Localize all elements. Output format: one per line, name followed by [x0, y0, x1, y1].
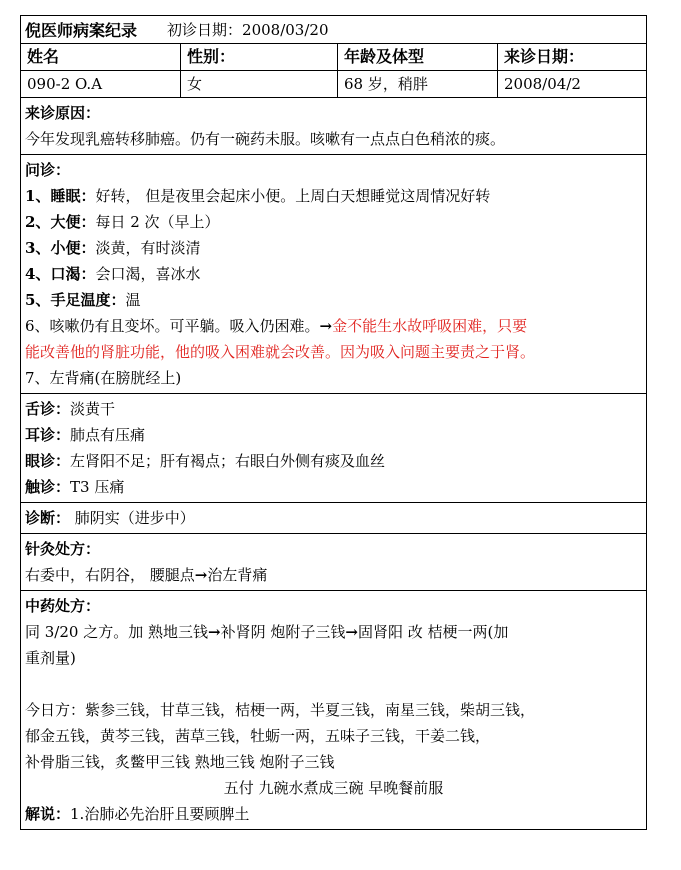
diagnosis-text: 肺阴实（进步中） — [70, 509, 195, 527]
patient-visit-date: 2008/04/2 — [504, 75, 581, 93]
arrow-right-icon: → — [319, 317, 333, 335]
eye-exam: 眼诊：左肾阳不足；肝有褐点；右眼白外侧有痰及血丝 — [25, 452, 386, 470]
palpation-exam: 触诊：T3 压痛 — [25, 478, 125, 496]
patient-value-row — [21, 71, 646, 98]
inquiry-item-back-pain: 7、左背痛(在膀胱经上) — [25, 369, 182, 387]
explanation: 解说：1.治肺必先治肝且要顾脾土 — [25, 805, 250, 823]
ear-exam: 耳诊：肺点有压痛 — [25, 426, 146, 444]
header-visit-date: 来诊日期： — [504, 47, 585, 66]
diagnosis-label: 诊断： — [25, 509, 71, 527]
herbal-label: 中药处方： — [25, 597, 101, 615]
today-prescription-3: 补骨脂三钱，炙鳖甲三钱 熟地三钱 炮附子三钱 — [25, 753, 335, 771]
inquiry-item-limb-temp: 5、手足温度：温 — [25, 291, 141, 309]
header-age-build: 年龄及体型 — [338, 44, 498, 70]
patient-age-build: 68 岁，稍胖 — [338, 71, 498, 97]
blank-line — [25, 671, 642, 697]
dosage-instructions: 五付 九碗水煮成三碗 早晚餐前服 — [223, 779, 444, 797]
today-prescription-2: 郁金五钱，黄芩三钱，茜草三钱，牡蛎一两，五味子三钱，干姜二钱， — [25, 727, 491, 745]
reason-label: 来诊原因： — [25, 104, 101, 122]
tongue-exam: 舌诊：淡黄干 — [25, 400, 116, 418]
inquiry-item-urine: 3、小便：淡黄，有时淡清 — [25, 239, 201, 257]
first-visit-value: 2008/03/20 — [242, 21, 329, 39]
reason-text: 今年发现乳癌转移肺癌。仍有一碗药未服。咳嗽有一点点白色稍浓的痰。 — [25, 130, 506, 148]
herbal-line1: 同 3/20 之方。加 熟地三钱→补肾阴 炮附子三钱→固肾阳 改 桔梗一两(加 — [25, 623, 509, 641]
exam-section — [21, 394, 646, 503]
patient-id: 090-2 O.A — [21, 71, 181, 97]
inquiry-label: 问诊： — [25, 161, 71, 179]
record-title: 倪医师病案纪录 — [25, 21, 138, 40]
header-sex: 性别： — [181, 44, 338, 70]
acupuncture-text: 右委中，右阴谷， 腰腿点→治左背痛 — [25, 566, 268, 584]
today-prescription-1: 今日方：紫参三钱，甘草三钱，桔梗一两，半夏三钱，南星三钱，柴胡三钱， — [25, 701, 536, 719]
inquiry-item-stool: 2、大便：每日 2 次（早上） — [25, 213, 220, 231]
herbal-section — [21, 591, 646, 829]
acupuncture-section — [21, 534, 646, 591]
inquiry-item-sleep: 1、睡眠：好转， 但是夜里会起床小便。上周白天想睡觉这周情况好转 — [25, 187, 491, 205]
arrow-right-icon: → — [345, 623, 358, 641]
patient-sex: 女 — [181, 71, 338, 97]
diagnosis-section — [21, 503, 646, 534]
acupuncture-label: 针灸处方： — [25, 540, 101, 558]
record-header — [21, 16, 646, 44]
herbal-line2: 重剂量) — [25, 649, 76, 667]
cough-analysis-note: 金不能生水故呼吸困难，只要 — [332, 317, 528, 335]
first-visit-label: 初诊日期： — [167, 21, 243, 39]
case-record-table — [20, 15, 647, 830]
reason-section — [21, 98, 646, 155]
inquiry-item-thirst: 4、口渴：会口渴，喜冰水 — [25, 265, 201, 283]
header-name: 姓名 — [21, 44, 181, 70]
cough-analysis-note-cont: 能改善他的肾脏功能，他的吸入困难就会改善。因为吸入问题主要责之于肾。 — [25, 343, 536, 361]
inquiry-section — [21, 155, 646, 394]
patient-header-row — [21, 44, 646, 71]
arrow-right-icon: → — [194, 566, 208, 584]
arrow-right-icon: → — [208, 623, 221, 641]
first-visit-date — [167, 19, 328, 40]
inquiry-item-cough: 6、咳嗽仍有且变坏。可平躺。吸入仍困难。→金不能生水故呼吸困难，只要 — [25, 317, 528, 335]
